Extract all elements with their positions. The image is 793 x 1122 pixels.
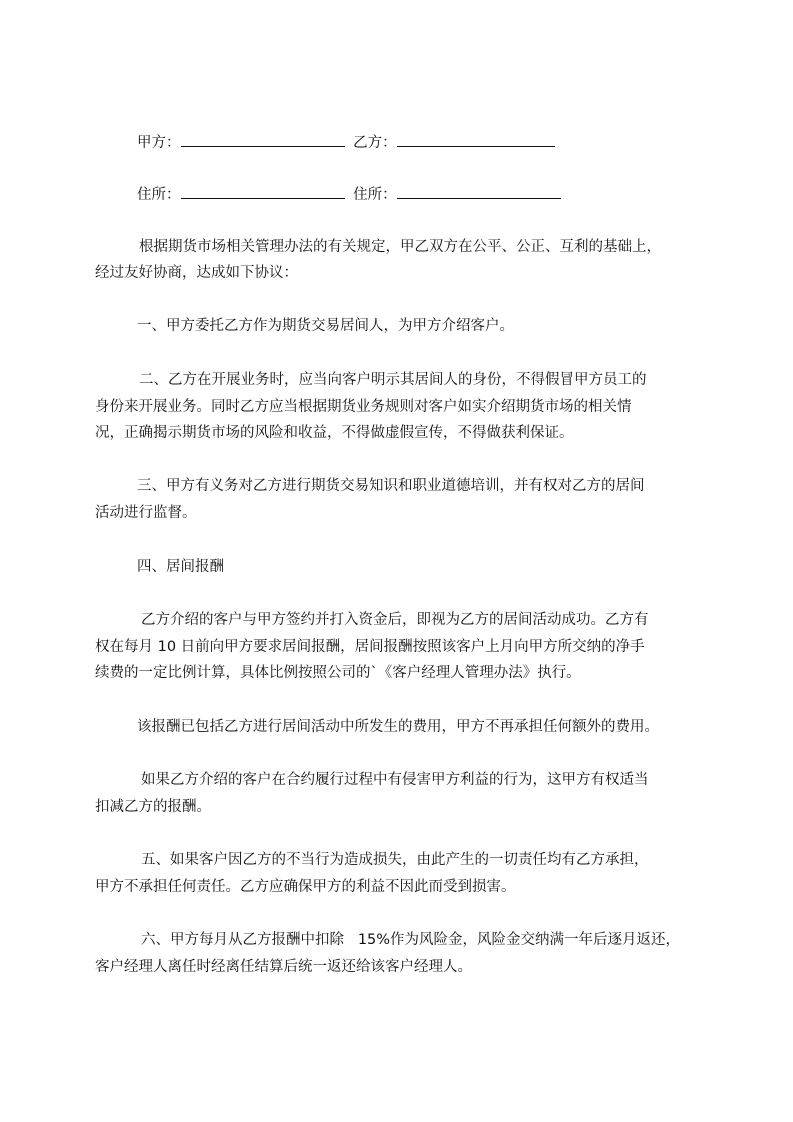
clause-4-heading: 四、居间报酬 xyxy=(137,559,224,575)
clause-4-p2-line-1: 该报酬已包括乙方进行居间活动中所发生的费用，甲方不再承担任何额外的费用。 xyxy=(137,719,659,735)
party-a-label: 甲方： xyxy=(137,135,181,151)
address-b-label: 住所： xyxy=(353,187,397,203)
clause-4-p3-line-1: 如果乙方介绍的客户在合约履行过程中有侵害甲方利益的行为，这甲方有权适当 xyxy=(141,772,649,788)
clause-6-line-1: 六、甲方每月从乙方报酬中扣除 15%作为风险金，风险金交纳满一年后逐月返还， xyxy=(141,932,681,948)
address-row xyxy=(137,184,565,204)
clause-4-p1-line-1: 乙方介绍的客户与甲方签约并打入资金后，即视为乙方的居间活动成功。乙方有 xyxy=(141,612,649,628)
party-b-blank[interactable] xyxy=(397,132,555,147)
clause-4-p3-line-2: 扣减乙方的报酬。 xyxy=(95,799,211,815)
party-a-blank[interactable] xyxy=(181,132,345,147)
clause-6-line-2: 客户经理人离任时经离任结算后统一返还给该客户经理人。 xyxy=(95,959,472,975)
party-row xyxy=(137,132,559,152)
clause-2-line-3: 况，正确揭示期货市场的风险和收益，不得做虚假宣传，不得做获利保证。 xyxy=(95,425,574,441)
clause-1-line-1: 一、甲方委托乙方作为期货交易居间人，为甲方介绍客户。 xyxy=(137,318,514,334)
clause-2-line-1: 二、乙方在开展业务时，应当向客户明示其居间人的身份，不得假冒甲方员工的 xyxy=(139,372,647,388)
party-b-label: 乙方： xyxy=(353,135,397,151)
clause-3-line-1: 三、甲方有义务对乙方进行期货交易知识和职业道德培训，并有权对乙方的居间 xyxy=(137,478,645,494)
clause-5-line-2: 甲方不承担任何责任。乙方应确保甲方的利益不因此而受到损害。 xyxy=(95,879,516,895)
clause-4-p1-line-3: 续费的一定比例计算，具体比例按照公司的`《客户经理人管理办法》执行。 xyxy=(95,665,581,681)
address-a-blank[interactable] xyxy=(181,184,345,199)
clause-4-p1-line-2: 权在每月 10 日前向甲方要求居间报酬，居间报酬按照该客户上月向甲方所交纳的净手 xyxy=(95,639,645,655)
preamble-line-1: 根据期货市场相关管理办法的有关规定，甲乙双方在公平、公正、互利的基础上， xyxy=(139,239,661,255)
address-b-blank[interactable] xyxy=(397,184,561,199)
clause-3-line-2: 活动进行监督。 xyxy=(95,505,197,521)
preamble-line-2: 经过友好协商，达成如下协议： xyxy=(95,265,298,281)
clause-2-line-2: 身份来开展业务。同时乙方应当根据期货业务规则对客户如实介绍期货市场的相关情 xyxy=(95,399,632,415)
address-a-label: 住所： xyxy=(137,187,181,203)
clause-5-line-1: 五、如果客户因乙方的不当行为造成损失，由此产生的一切责任均有乙方承担， xyxy=(141,852,649,868)
